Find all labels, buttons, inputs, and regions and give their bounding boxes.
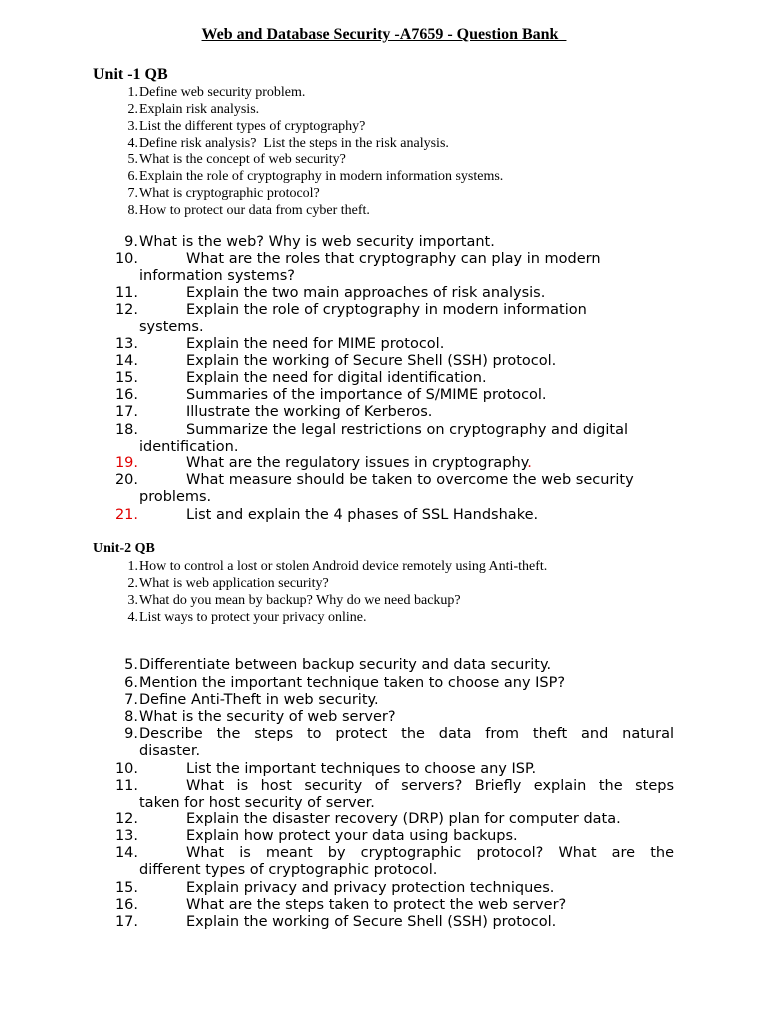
- item-text: What is web application security?: [139, 576, 329, 591]
- list-item: [0, 880, 768, 897]
- list-item: [0, 709, 768, 726]
- item-number: 11.: [114, 285, 138, 301]
- unit1-heading: Unit -1 QB: [93, 66, 168, 83]
- item-text: What are the roles that cryptography can play in modern: [186, 251, 601, 267]
- list-item: [0, 778, 768, 812]
- item-text: Explain how protect your data using backups.: [186, 828, 518, 844]
- item-number: 5.: [127, 152, 138, 167]
- item-text: Mention the important technique taken to choose any ISP?: [139, 675, 566, 691]
- item-text-continued: problems.: [139, 489, 212, 505]
- list-item: [0, 558, 768, 575]
- item-text: Explain the working of Secure Shell (SSH) protocol.: [186, 914, 557, 930]
- list-item: [0, 761, 768, 778]
- list-item: [0, 84, 768, 101]
- item-text: Explain the role of cryptography in modern information systems.: [139, 169, 504, 184]
- item-text: Explain the disaster recovery (DRP) plan for computer data.: [186, 811, 621, 827]
- item-number: 2.: [127, 576, 138, 591]
- item-number: 4.: [127, 136, 138, 151]
- list-item: [0, 472, 768, 506]
- list-item: [0, 897, 768, 914]
- item-number: 1.: [127, 85, 138, 100]
- list-item: [0, 302, 768, 336]
- list-item: [0, 135, 768, 152]
- item-number: 18.: [114, 422, 138, 438]
- list-item: [0, 575, 768, 592]
- item-number: 3.: [127, 119, 138, 134]
- item-number: 16.: [114, 897, 138, 913]
- item-number: 8.: [127, 203, 138, 218]
- item-text: Summarize the legal restrictions on cryptography and digital: [186, 422, 628, 438]
- list-item: [0, 914, 768, 931]
- item-number: 13.: [114, 336, 138, 352]
- list-item: [0, 251, 768, 285]
- item-text: What is the web? Why is web security important.: [139, 234, 495, 250]
- item-text-continued: systems.: [139, 319, 204, 335]
- item-number: 3.: [127, 593, 138, 608]
- list-item: [0, 285, 768, 302]
- item-number: 5.: [124, 657, 138, 673]
- item-text: Illustrate the working of Kerberos.: [186, 404, 433, 420]
- item-text: What is the concept of web security?: [139, 152, 346, 167]
- list-item: [0, 387, 768, 404]
- list-item: [0, 370, 768, 387]
- list-item: [0, 336, 768, 353]
- item-number: 16.: [114, 387, 138, 403]
- item-text: Explain the need for MIME protocol.: [186, 336, 445, 352]
- item-number: 7.: [124, 692, 138, 708]
- list-item: [0, 811, 768, 828]
- item-text: What do you mean by backup? Why do we need backup?: [139, 593, 461, 608]
- item-text: What is host security of servers? Briefly explain the steps: [186, 778, 674, 794]
- list-item: [0, 353, 768, 370]
- item-text: Describe the steps to protect the data from theft and natural: [139, 726, 674, 742]
- item-text: What is cryptographic protocol?: [139, 186, 320, 201]
- item-number: 7.: [127, 186, 138, 201]
- item-number: 9.: [124, 234, 138, 250]
- item-number: 15.: [114, 370, 138, 386]
- item-text-main: What are the regulatory issues in cryptography: [186, 455, 528, 471]
- item-text-continued: disaster.: [139, 743, 201, 759]
- list-item: [0, 507, 768, 524]
- list-item: [0, 151, 768, 168]
- item-text-continued: different types of cryptographic protocol.: [139, 862, 438, 878]
- item-number: 10.: [114, 251, 138, 267]
- item-number: 10.: [114, 761, 138, 777]
- item-text-continued: identification.: [139, 439, 239, 455]
- item-number: 14.: [114, 845, 138, 861]
- item-number: 1.: [127, 559, 138, 574]
- list-item: [0, 168, 768, 185]
- list-item: [0, 101, 768, 118]
- list-item: [0, 455, 768, 472]
- item-number: 8.: [124, 709, 138, 725]
- item-text: Explain risk analysis.: [139, 102, 260, 117]
- item-text: What are the steps taken to protect the web server?: [186, 897, 567, 913]
- item-number: 12.: [114, 302, 138, 318]
- list-item: [0, 234, 768, 251]
- item-text: Differentiate between backup security and data security.: [139, 657, 552, 673]
- list-item: [0, 609, 768, 626]
- item-text: Explain the role of cryptography in modern information: [186, 302, 587, 318]
- list-item: [0, 185, 768, 202]
- item-text: Define web security problem.: [139, 85, 306, 100]
- item-number: 17.: [114, 404, 138, 420]
- item-text: Explain privacy and privacy protection techniques.: [186, 880, 555, 896]
- list-item: [0, 845, 768, 879]
- list-item: [0, 422, 768, 456]
- list-item: [0, 828, 768, 845]
- list-item: [0, 657, 768, 674]
- item-number: 14.: [114, 353, 138, 369]
- document-title: Web and Database Security -A7659 - Question Bank: [201, 26, 567, 43]
- item-number: 6.: [127, 169, 138, 184]
- list-item: [0, 592, 768, 609]
- item-text-continued: information systems?: [139, 268, 295, 284]
- item-text: Define risk analysis? List the steps in the risk analysis.: [139, 136, 449, 151]
- item-text: What measure should be taken to overcome the web security: [186, 472, 634, 488]
- item-text: List ways to protect your privacy online.: [139, 610, 367, 625]
- item-text: Explain the two main approaches of risk analysis.: [186, 285, 546, 301]
- list-item: [0, 202, 768, 219]
- item-text-continued: taken for host security of server.: [139, 795, 375, 811]
- list-item: [0, 404, 768, 421]
- item-text: Explain the need for digital identification.: [186, 370, 487, 386]
- item-number: 4.: [127, 610, 138, 625]
- item-text-suffix: .: [527, 455, 532, 471]
- item-text: Summaries of the importance of S/MIME protocol.: [186, 387, 547, 403]
- list-item: [0, 726, 768, 760]
- item-number: 11.: [114, 778, 138, 794]
- item-number: 19.: [114, 455, 138, 471]
- item-number: 17.: [114, 914, 138, 930]
- item-text: List and explain the 4 phases of SSL Handshake.: [186, 507, 539, 523]
- item-text: Explain the working of Secure Shell (SSH) protocol.: [186, 353, 557, 369]
- item-text: How to control a lost or stolen Android device remotely using Anti-theft.: [139, 559, 548, 574]
- item-number: 20.: [114, 472, 138, 488]
- item-number: 15.: [114, 880, 138, 896]
- item-number: 21.: [114, 507, 138, 523]
- item-text: List the important techniques to choose any ISP.: [186, 761, 537, 777]
- item-number: 2.: [127, 102, 138, 117]
- unit2-heading: Unit-2 QB: [93, 541, 155, 556]
- item-text: What is the security of web server?: [139, 709, 396, 725]
- item-text: [186, 455, 532, 472]
- item-number: 12.: [114, 811, 138, 827]
- list-item: [0, 692, 768, 709]
- item-number: 9.: [124, 726, 138, 742]
- list-item: [0, 675, 768, 692]
- item-number: 6.: [124, 675, 138, 691]
- item-number: 13.: [114, 828, 138, 844]
- list-item: [0, 118, 768, 135]
- item-text: What is meant by cryptographic protocol? What are the: [186, 845, 674, 861]
- item-text: List the different types of cryptography?: [139, 119, 366, 134]
- item-text: Define Anti-Theft in web security.: [139, 692, 379, 708]
- item-text: How to protect our data from cyber theft.: [139, 203, 370, 218]
